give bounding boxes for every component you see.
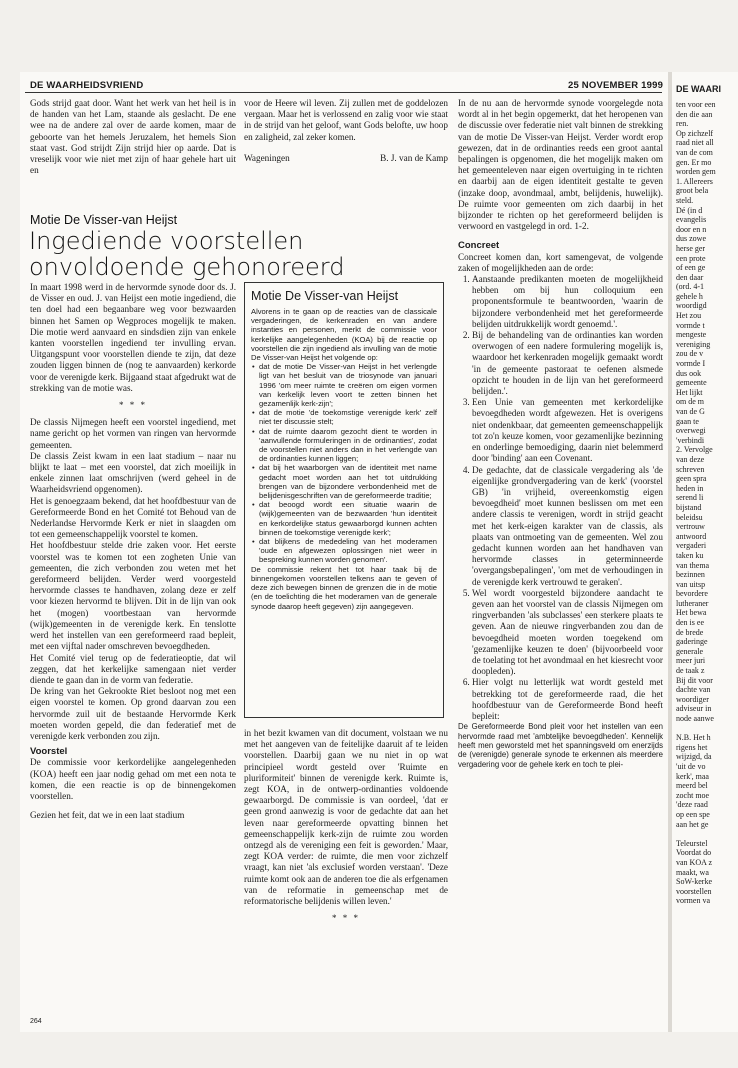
right-page-line: mengeste — [676, 330, 707, 340]
right-page-line: beleidsu — [676, 512, 703, 522]
right-page-line: serend li — [676, 493, 704, 503]
sidebar-bullet-list — [251, 362, 437, 564]
list-item: 1. Aanstaande predikanten moeten de mogelijkheid hebben om bij hun colloquium een proponentsformule te beantwoorden, 'waarin de bijzondere verbondenheid met het gereformeerde belijden uitdrukkelijk wordt genoemd.'. — [472, 274, 663, 330]
issue-date: 25 NOVEMBER 1999 — [568, 80, 664, 91]
page-number: 264 — [30, 1018, 42, 1025]
list-item: 4. De gedachte, dat de classicale vergadering als 'de eigenlijke grondvergadering van de kerk' (voorstel GB) 'in vrijheid, overeenkomstig eigen bevoegdheid' moet kunnen beslissen om met een andere classis te verenigen, wordt in strijd geacht met het kerk-eigen karakter van de classis, als plaats van ontmoeting van de gemeenten. Wel zou gedacht kunnen worden aan het handhaven van hervormde classes in geterminneerde 'overgangsbepalingen', 'om met de verhoudingen in de verenigde kerk vertrouwd te geraken'. — [472, 465, 663, 588]
paragraph: In de nu aan de hervormde synode voorgelegde nota wordt al in het begin opgemerkt, dat het heropenen van de discussie over federatie niet valt binnen de strekking van de motie De Visser-van Heijst. Verder wordt erop gewezen, dat in de ordinanties reeds een groot aantal bepalingen is opgenomen, die het mogelijk maken om het gemeenteleven naar eigen overtuiging in te richten en daarbij aan de eigen identiteit gestalte te geven (inzake doop, avondmaal, ambt, belijdenis, huwelijk). De ruimte voor gemeenten om zich daarbij in het bijzonder te richten op het gereformeerd belijden is verwoord en vastgelegd in ord. 1-2. — [458, 98, 663, 232]
right-page-line: een prote — [676, 253, 706, 263]
right-page-line: Voordat do — [676, 848, 712, 858]
right-page-line: zocht moe — [676, 790, 710, 800]
article-col2 — [244, 728, 448, 1018]
right-page-line: antwoord — [676, 531, 707, 541]
right-page-line: ten voor een — [676, 100, 716, 109]
sidebar-bullet: • dat de ruimte daarom gezocht dient te worden in 'aanvullende formuleringen in de ordinanties', zodat de voorstellen niet anders dan in het verlengde van de ordinanties kunnen liggen; — [259, 427, 437, 464]
right-page-line: SoW-kerke — [676, 877, 712, 887]
section-separator: * * * — [332, 913, 360, 924]
right-page-line: om de m — [676, 397, 704, 407]
right-page-line: dachte van — [676, 685, 711, 695]
right-page-line: vormde I — [676, 359, 706, 369]
right-page-line: bezinnen — [676, 570, 705, 580]
subheading-concreet: Concreet — [458, 240, 500, 252]
right-page-line: node aanwe — [676, 714, 714, 723]
sidebar-bullet: • dat blijkens de mededeling van het moderamen 'oude en afgewezen oplossingen niet weer in bespreking kunnen worden genomen'. — [259, 537, 437, 565]
paragraph: Het hoofdbestuur stelde drie zaken voor. Het eerste voorstel was te komen tot een zogheten Unie van gemeenten, die zich verbonden zou weten met het gereformeerd belijden. Verder werd voorgesteld hervormde classes te handhaven, zolang deze er zelf voor kiezen hervormd te blijven. Dit in de lijn van ook het (mogen) voortbestaan van hervormde (wijk)gemeenten in de verenigde kerk. En tenslotte werd het instellen van een gereformeerd raad bepleit, met een vijftal nader omschreven bevoegdheden. — [30, 540, 236, 652]
right-page-line: ren. — [676, 119, 689, 129]
right-page-line: Het zou — [676, 311, 702, 321]
right-page-line: dus ook — [676, 368, 702, 378]
sidebar-box — [244, 282, 444, 718]
sidebar-bullet: • dat de motie De Visser-van Heijst in het verlengde ligt van het besluit van de triosynode van januari 1996 'om meer ruimte te creëren om eigen vormen van kerkelijk leven voort te zetten binnen het gezamenlijk kerk-zijn'; — [259, 362, 437, 408]
right-page-line: van de G — [676, 407, 705, 416]
right-page-line — [676, 724, 716, 734]
paragraph: Het Comité viel terug op de federatieoptie, dat wil zeggen, dat het kerkelijke samengaan niet verder diende te gaan dan in de vorm van federatie. — [30, 652, 236, 685]
list-item: 6. Hier volgt nu letterlijk wat wordt gesteld met betrekking tot de gereformeerde raad, die het hoofdbestuur van de Gereformeerde Bond heeft bepleit: — [472, 677, 663, 722]
right-page-line: gaan te — [676, 416, 699, 426]
top-article-col1 — [30, 98, 236, 176]
article-headline: Ingediende voorstellen onvoldoende gehonoreerd — [29, 227, 345, 281]
right-page-line: Teleurstel — [676, 838, 708, 848]
paragraph: Het is genoegzaam bekend, dat het hoofdbestuur van de Gereformeerde Bond en het Comité tot Behoud van de Nederlandse Hervormde Kerk er niet in slaagden om tot een gemeenschappelijk voorstel te komen. — [30, 495, 236, 540]
right-page-line: zou de v — [676, 349, 704, 359]
right-page-line: van thema — [676, 560, 710, 570]
right-page-line: geen spra — [676, 474, 707, 484]
top-article-text: voor de Heere wil leven. Zij zullen met de goddelozen vergaan. Maar het is verlossend en zalig voor wie staat in de strijd van het geloof, want Gods belofte, uw hoop en zaligheid, zal zeker komen. — [244, 98, 448, 142]
right-page-line: overwegi — [676, 426, 706, 436]
right-page-line: van uitsp — [676, 579, 706, 589]
right-page-line: bevordere — [676, 589, 708, 599]
top-article-text: Gods strijd gaat door. Want het werk van het heil is in de handen van het Lam, staande als geslacht. De ene wee na de andere zal over de aarde komen, maar de geboorte van het hemels Jeruzalem, het hemels Sion staat vast. God strijdt Zijn strijd hier op aarde. Dat is vreselijk voor wie niet met zijn of haar gehele hart uit en — [30, 98, 236, 176]
right-page-line: worden gem — [676, 167, 716, 177]
right-page-line: vergaderi — [676, 541, 707, 551]
right-page-line: of een ge — [676, 263, 706, 273]
paragraph: De classis Nijmegen heeft een voorstel ingediend, met name gericht op het vormen van ringen van hervormde gemeenten. — [30, 417, 236, 450]
paragraph: Concreet komen dan, kort samengevat, de volgende zaken of mogelijkheden aan de orde: — [458, 251, 663, 273]
right-page-line: N.B. Het h — [676, 733, 711, 743]
article-col3 — [458, 98, 663, 1018]
right-page-line: de brede — [676, 627, 704, 637]
right-page-line: meer juri — [676, 656, 706, 666]
right-page-line: den die aan — [676, 109, 713, 119]
right-page-line: lutheraner — [676, 598, 709, 608]
paragraph: De classis Zeist kwam in een laat stadium – naar nu blijkt te laat – met een voorstel, dat zich moeilijk in enkele zinnen laat omschrijven (werd geheel in de Waarheidsvriend opgenomen). — [30, 450, 236, 495]
right-page-line: groot bela — [676, 186, 709, 196]
right-page-line: aan het ge — [676, 819, 709, 829]
list-item: 2. Bij de behandeling van de ordinanties kan worden overwogen of een nadere formulering mogelijk is, waardoor het kerkenraden mogelijk gemaakt wordt 'in de gemeente pastoraat te oefenen alsmede opzicht te houden in de lijn van het gereformeerd belijden.'. — [472, 330, 663, 397]
right-page-line: raad niet all — [676, 138, 714, 148]
right-page-line: door en n — [676, 224, 707, 234]
right-page-line: generale — [676, 646, 704, 656]
right-page-line: 2. Vervolge — [676, 445, 713, 455]
paragraph: De commissie voor kerkordelijke aangelegenheden (KOA) heeft een jaar nodig gehad om met een nota te komen, die een reactie is op de binnengekomen voorstellen. — [30, 757, 236, 801]
right-page-line: vereniging — [676, 339, 711, 349]
sidebar-title: Motie De Visser-van Heijst — [251, 289, 399, 303]
right-page-line: 'deze raad — [676, 800, 708, 810]
right-page-line: vertrouw — [676, 522, 705, 532]
right-page-line: gemeente — [676, 378, 707, 388]
right-page-line: Het lijkt — [676, 387, 703, 397]
right-page-line: woordiger — [676, 694, 709, 704]
article-kicker: Motie De Visser-van Heijst — [30, 213, 178, 227]
signature-place: Wageningen — [244, 152, 290, 163]
right-page-line: vormde t — [676, 320, 705, 330]
right-page-line: de taak z — [676, 666, 705, 676]
right-page-line: evangelis — [676, 215, 707, 225]
right-page-line: den is ee — [676, 618, 704, 628]
subheading-voorstel: Voorstel — [30, 746, 68, 758]
sidebar-bullet: • dat bij het waarborgen van de identiteit met name gedacht moet worden aan het tot uitdrukking brengen van de bijzondere verbondenheid met de belijdenisgeschriften van de gereformeerde traditie; — [259, 463, 437, 500]
paragraph: De kring van het Gekrookte Riet besloot nog met een eigen voorstel te komen. Op grond daarvan zou een hervormde zuil uit de bestaande Hervormde Kerk moeten worden gepeld, die dan federatief met de verenigde kerk verbonden zou zijn. — [30, 686, 236, 741]
right-page-line: op een spe — [676, 809, 710, 819]
right-page-text — [676, 100, 716, 906]
right-page-line: maakt, wa — [676, 867, 709, 877]
right-page-line: Dé (in d — [676, 205, 703, 215]
right-page-line: heden in — [676, 483, 704, 493]
right-page-line: kerk', maa — [676, 771, 709, 781]
right-page-line: gaderinge — [676, 637, 708, 647]
right-page-line: woordigd — [676, 301, 707, 311]
right-page-line: 'uit de vo — [676, 761, 706, 771]
right-page-line: meerd bel — [676, 781, 708, 791]
right-page-line: van de com — [676, 147, 713, 157]
right-page-line: den daar — [676, 272, 704, 282]
sidebar-bullet: • dat beoogd wordt een situatie waarin de (wijk)gemeenten van de bezwaarden 'hun identiteit en kerkordelijke status gewaarborgd kunnen achten binnen de toekomstige verenigde kerk'; — [259, 500, 437, 537]
right-page-line: van KOA z — [676, 857, 712, 867]
header-rule — [25, 92, 662, 93]
right-page-line: rigens het — [676, 742, 708, 752]
right-page-line: schreven — [676, 464, 705, 474]
section-separator: * * * — [119, 400, 147, 411]
list-item: 5. Wel wordt voorgesteld bijzondere aandacht te geven aan het voorstel van de classis Nijmegen om ringverbanden 'als subclasses' een sterkere plaats te geven. Aan de nieuwe ringverbanden zou dan de bevoegdheid moeten worden toegekend om 'gezamenlijke keuzen te doen' (bijvoorbeeld voor de toelating tot het avondmaal en het kiesrecht voor doopleden). — [472, 588, 663, 678]
top-article-col2 — [244, 98, 448, 164]
right-page-line: van deze — [676, 454, 705, 464]
right-page-line: dus zowe — [676, 234, 706, 244]
right-page-line: bijstand — [676, 502, 702, 512]
paragraph: In maart 1998 werd in de hervormde synode door ds. J. de Visser en oud. J. van Heijst een motie ingediend, die ten doel had een begaanbare weg voor bezwaarden binnen het Samen op Wegproces mogelijk te maken. Die motie werd aanvaard en sindsdien zijn van enkele kanten voorstellen ingediend ter invulling ervan. Uitgangspunt voor voorstellen diende te zijn, dat deze zouden liggen binnen de (nog te aanvaarden) kerkorde voor de verenigde kerk. Bijgaand staat afgedrukt wat de strekking van de motie was. — [30, 282, 236, 393]
right-page-header: DE WAARI — [676, 84, 721, 94]
list-item: 3. Een Unie van gemeenten met kerkordelijke bevoegdheden wordt afgewezen. Het is overigens niet ondenkbaar, dat gemeenten gemeenschappelijk tot zo'n keuze komen, voor gezamenlijke bezinning en onderlinge bemoediging, daarin niet belemmerd door 'binding' aan een Covenant. — [472, 397, 663, 464]
sidebar-intro: Alvorens in te gaan op de reacties van de classicale vergaderingen, de kerkenraden en van andere instanties en personen, merkt de commissie voor kerkelijke aangelegenheden (KOA) bij de reactie op voorstellen die zijn ingediend als invulling van de motie De Visser-van Heijst het volgende op: — [251, 307, 437, 363]
right-page-line: Bij dit voor — [676, 675, 713, 685]
right-page-line: Het bewa — [676, 608, 707, 618]
right-page-line: Op zichzelf — [676, 128, 714, 138]
sidebar-bullet: • dat de motie 'de toekomstige verenigde kerk' zelf niet ter discussie stelt; — [259, 408, 437, 426]
right-page-line: herse ger — [676, 243, 706, 253]
right-page-line: wijzigd, da — [676, 752, 712, 762]
right-page-line — [676, 829, 716, 839]
right-page-line: gen. Er mo — [676, 157, 712, 167]
closing-paragraph: De Gereformeerde Bond pleit voor het instellen van een hervormde raad met 'ambtelijke bevoegdheden'. Kennelijk heeft men geworsteld met het spanningsveld om enerzijds de (verenigde) generale synode te erkennen als meerdere vergadering voor de gehele kerk en toch te plei- — [458, 722, 663, 769]
article-col1 — [30, 282, 236, 1017]
sidebar-outro: De commissie rekent het tot haar taak bij de binnengekomen voorstellen telkens aan te geven of deze zich bewegen binnen de grenzen die in de motie (en de toelichting die het moderamen van de generale synode daarop heeft gegeven) zijn aangegeven. — [251, 564, 437, 611]
right-page-line: vormen va — [676, 896, 710, 906]
right-page-line: 'verbindi — [676, 435, 705, 445]
right-page-line: adviseur in — [676, 704, 712, 714]
right-page-line: voorstellen — [676, 886, 712, 896]
right-page-line: 1. Allereers — [676, 176, 713, 186]
right-page-line: gehele h — [676, 291, 703, 301]
publication-header: DE WAARHEIDSVRIEND — [30, 80, 144, 91]
paragraph: Gezien het feit, dat we in een laat stadium — [30, 810, 185, 821]
right-page-line: steld. — [676, 195, 694, 205]
right-page-line: taken ku — [676, 550, 704, 560]
paragraph: in het bezit kwamen van dit document, volstaan we nu met het aangeven van de feitelijke daaruit af te leiden voorstellen. Daarbij gaan we nu niet in op wat principieel wordt gesteld over 'Ruimte en pluriformiteit' binnen de verenigde kerk. Ruimte is, zegt KOA, in de ontwerp-ordinanties voldoende gewaarborgd. De commissie is van oordeel, 'dat er geen grond aanwezig is voor de gedachte dat aan het leven naar gereformeerde opvatting binnen het gemeenschappelijk kerk-zijn de ruimte zou worden ontzegd als de vereniging een feit is geworden.' Maar, zegt KOA verder: de ruimte, die men voor zichzelf vraagt, kan niet 'als exclusief worden verstaan'. 'Deze ruimte komt ook aan de anderen toe die als erfgenamen van de reformatie in gemeenschap met de reformatorische belijdenis willen leven.' — [244, 728, 448, 907]
signature-author: B. J. van de Kamp — [380, 152, 448, 163]
concreet-list — [458, 274, 663, 722]
right-page-line: (ord. 4-1 — [676, 282, 704, 292]
